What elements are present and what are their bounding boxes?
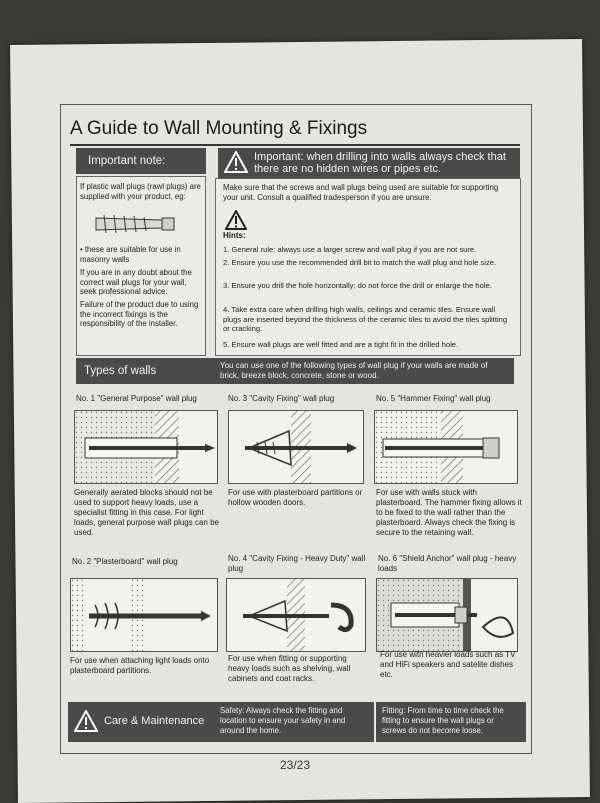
important-note-bar: Important note: xyxy=(76,148,206,174)
plug-label: No. 3 "Cavity Fixing" wall plug xyxy=(228,394,335,403)
plug-diagram xyxy=(70,578,218,652)
left-note-box xyxy=(76,176,206,356)
title-rule xyxy=(70,144,520,146)
page-number: 23/23 xyxy=(280,758,311,772)
hint-item: 3. Ensure you drill the hole horizontally; do not force the drill or enlarge the hole. xyxy=(223,281,492,290)
hints-heading: Hints: xyxy=(223,231,246,240)
plug-label: No. 2 "Plasterboard" wall plug xyxy=(72,557,178,566)
plug-description: For use when attaching light loads onto plasterboard partitions. xyxy=(70,656,210,675)
caution-icon xyxy=(225,210,247,230)
plug-diagram xyxy=(226,578,366,652)
page-title: A Guide to Wall Mounting & Fixings xyxy=(70,118,368,139)
hint-item: 1. General rule: always use a larger screw and wall plug if you are not sure. xyxy=(223,245,477,254)
hint-item: 5. Ensure wall plugs are well fitted and are a tight fit in the drilled hole. xyxy=(223,340,459,349)
drilling-warning-bar xyxy=(218,148,520,178)
drilling-warning-text: Important: when drilling into walls always check that there are no hidden wires or pipes etc. xyxy=(254,151,506,175)
warning-icon xyxy=(224,151,248,173)
plug-diagram xyxy=(74,410,218,484)
wall-plug-image xyxy=(92,210,192,238)
plug-diagram xyxy=(374,410,518,484)
plug-label: No. 6 "Shield Anchor" wall plug - heavy loads xyxy=(378,554,517,573)
plug-description: Generally aerated blocks should not be used to support heavy loads, use a specialist fitting in this case. For light loads, general purpose wall plugs can be used. xyxy=(74,488,219,537)
plug-label: No. 4 "Cavity Fixing - Heavy Duty" wall plug xyxy=(228,554,366,573)
left-note-failure: Failure of the product due to using the incorrect fixings is the responsibility of the installer. xyxy=(80,300,199,328)
plug-description: For use with heavier loads such as TV and HiFi speakers and satelite dishes etc. xyxy=(380,650,516,679)
hint-item: 2. Ensure you use the recommended drill bit to match the wall plug and hole size. xyxy=(223,258,497,267)
care-maintenance-bar xyxy=(68,702,214,742)
plug-description: For use with walls stuck with plasterboard. The hammer fixing allows it to be fixed to the wall rather than the plasterboard. Always check the fixing is secure to the retaining wall. xyxy=(376,488,522,537)
types-of-walls-desc: You can use one of the following types of wall plug if your walls are made of brick, breeze block, concrete, stone or wood. xyxy=(214,358,514,384)
left-note-intro: If plastic wall plugs (rawl plugs) are supplied with your product, eg: xyxy=(80,182,201,201)
fitting-note: Fitting: From time to time check the fitting to ensure the wall plugs or screws do not become loose. xyxy=(376,702,526,742)
plug-label: No. 1 "General Purpose" wall plug xyxy=(76,394,197,403)
plug-diagram xyxy=(376,578,518,652)
hint-item: 4. Take extra care when drilling high walls, ceilings and ceramic tiles. Ensure wall plugs are inserted beyond the thickness of the ceramic tiles to avoid the tiles splitting or cracking. xyxy=(223,305,508,333)
care-maintenance-label: Care & Maintenance xyxy=(104,715,205,727)
types-of-walls-bar: Types of walls xyxy=(76,358,214,384)
plug-description: For use when fitting or supporting heavy loads such as shelving, wall cabinets and coat racks. xyxy=(228,654,351,683)
plug-description: For use with plasterboard partitions or hollow wooden doors. xyxy=(228,488,363,507)
left-note-masonry: • these are suitable for use in masonry walls xyxy=(80,245,181,264)
warning-icon xyxy=(74,710,98,732)
right-note-text: Make sure that the screws and wall plugs being used are suitable for supporting your unit. Consult a qualified tradesperson if you are unsure. xyxy=(223,183,499,202)
plug-diagram xyxy=(228,410,364,484)
safety-note: Safety: Always check the fitting and location to ensure your safety in and around the home. xyxy=(214,702,374,742)
plug-label: No. 5 "Hammer Fixing" wall plug xyxy=(376,394,491,403)
left-note-advice: If you are in any doubt about the correct wall plugs for your wall, seek professional advice. xyxy=(80,268,192,296)
